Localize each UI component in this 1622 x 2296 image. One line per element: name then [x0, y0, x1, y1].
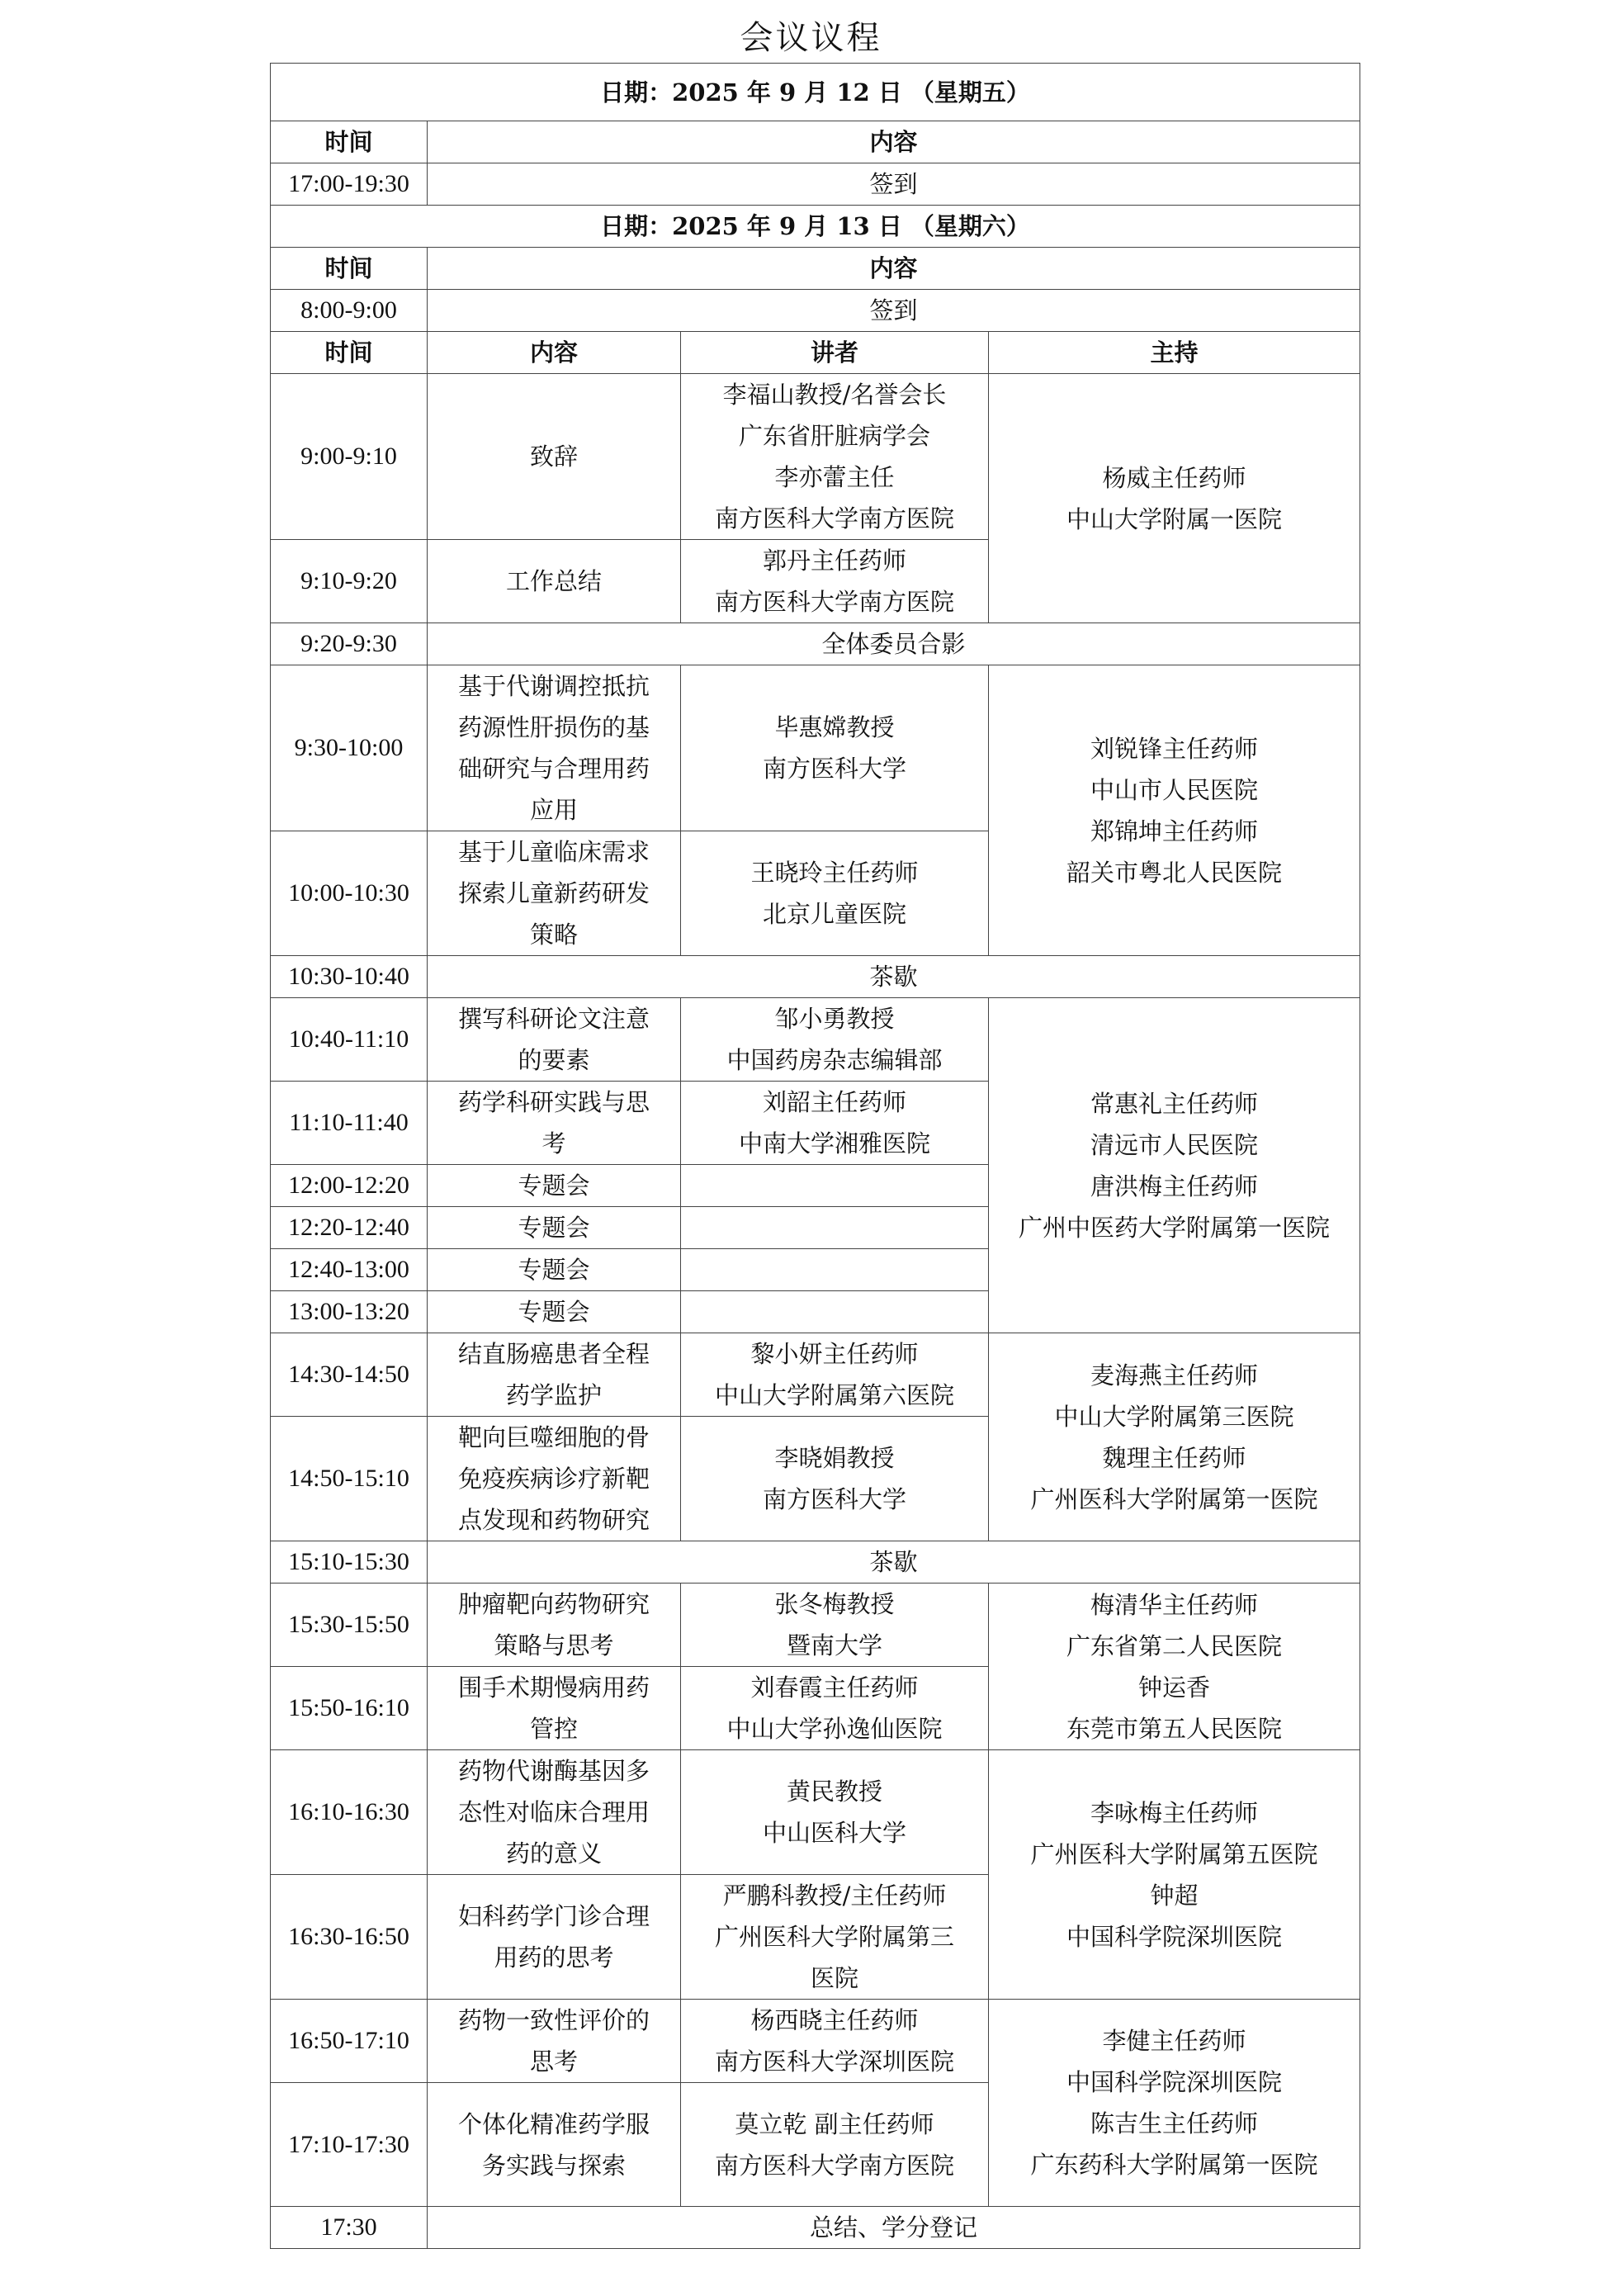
host-cell [989, 1333, 1360, 1541]
speaker-cell [681, 1165, 989, 1207]
host-cell-line: 钟运香 [1138, 1673, 1211, 1702]
break-cell: 总结、学分登记 [428, 2207, 1360, 2249]
topic-cell [428, 998, 681, 1082]
schedule-header-host: 主持 [989, 332, 1360, 374]
topic-cell-line: 管控 [529, 1715, 578, 1743]
speaker-cell-line: 中山医科大学 [762, 1819, 906, 1847]
topic-cell [428, 1165, 681, 1207]
speaker-cell [681, 1584, 989, 1667]
break-cell: 全体委员合影 [428, 623, 1360, 665]
speaker-cell [681, 1207, 989, 1249]
speaker-cell-line: 毕惠嫦教授 [774, 713, 895, 741]
time-cell: 15:30-15:50 [271, 1584, 428, 1667]
topic-cell [428, 1750, 681, 1875]
agenda-table [270, 63, 1360, 2249]
topic-cell-line: 础研究与合理用药 [457, 755, 650, 783]
speaker-cell [681, 2083, 989, 2207]
table-row [271, 290, 1360, 332]
topic-cell [428, 2083, 681, 2207]
content-cell: 签到 [428, 163, 1360, 206]
topic-cell-line: 肿瘤靶向药物研究 [457, 1590, 650, 1618]
topic-cell [428, 374, 681, 540]
host-cell-line: 麦海燕主任药师 [1090, 1361, 1259, 1389]
host-cell-line: 中山大学附属一医院 [1066, 504, 1283, 533]
topic-cell-line: 妇科药学门诊合理 [457, 1902, 650, 1930]
speaker-cell-line: 中国药房杂志编辑部 [726, 1046, 943, 1074]
speaker-cell [681, 540, 989, 623]
speaker-cell-line: 北京儿童医院 [762, 900, 906, 928]
host-cell-line: 中国科学院深圳医院 [1066, 2068, 1283, 2096]
schedule-header-speaker: 讲者 [681, 332, 989, 374]
topic-cell-line: 应用 [529, 796, 578, 824]
speaker-cell-line: 刘春霞主任药师 [750, 1673, 919, 1702]
topic-cell [428, 1875, 681, 2000]
host-cell [989, 998, 1360, 1333]
topic-cell [428, 1667, 681, 1750]
speaker-cell [681, 665, 989, 831]
topic-cell [428, 1249, 681, 1291]
speaker-cell [681, 1082, 989, 1165]
speaker-cell [681, 831, 989, 956]
time-cell: 15:10-15:30 [271, 1541, 428, 1584]
topic-cell-line: 药物代谢酶基因多 [457, 1757, 650, 1785]
topic-cell-line: 致辞 [529, 443, 578, 471]
host-cell-line: 中国科学院深圳医院 [1066, 1922, 1283, 1951]
schedule-header-row [271, 332, 1360, 374]
host-cell-line: 郑锦坤主任药师 [1090, 817, 1259, 845]
session-row [271, 1584, 1360, 1667]
time-cell: 12:40-13:00 [271, 1249, 428, 1291]
topic-cell-line: 思考 [529, 2047, 578, 2076]
speaker-cell-line: 中山大学附属第六医院 [714, 1381, 954, 1409]
speaker-cell [681, 2000, 989, 2083]
topic-cell [428, 665, 681, 831]
host-cell-line: 李健主任药师 [1102, 2027, 1246, 2055]
speaker-cell-line: 黄民教授 [786, 1778, 882, 1806]
topic-cell [428, 1207, 681, 1249]
topic-cell-line: 工作总结 [505, 567, 602, 595]
speaker-cell-line: 王晓玲主任药师 [750, 859, 919, 887]
topic-cell-line: 策略与思考 [494, 1631, 614, 1659]
speaker-cell-line: 南方医科大学深圳医院 [714, 2047, 954, 2076]
host-cell [989, 665, 1360, 956]
host-cell-line: 李咏梅主任药师 [1090, 1798, 1259, 1827]
time-cell: 17:10-17:30 [271, 2083, 428, 2207]
topic-cell-line: 免疫疾病诊疗新靶 [457, 1465, 650, 1493]
topic-cell [428, 1291, 681, 1333]
table-row [271, 163, 1360, 206]
break-cell: 茶歇 [428, 956, 1360, 998]
topic-cell-line: 专题会 [518, 1256, 590, 1284]
host-cell-line: 常惠礼主任药师 [1090, 1089, 1259, 1118]
time-cell: 11:10-11:40 [271, 1082, 428, 1165]
speaker-cell-line: 严鹏科教授/主任药师 [722, 1882, 947, 1910]
speaker-cell [681, 1291, 989, 1333]
time-cell: 9:20-9:30 [271, 623, 428, 665]
break-row [271, 2207, 1360, 2249]
topic-cell [428, 1417, 681, 1541]
topic-cell [428, 1082, 681, 1165]
day-header-row [271, 64, 1360, 121]
time-cell: 16:50-17:10 [271, 2000, 428, 2083]
speaker-cell-line: 邹小勇教授 [774, 1005, 895, 1033]
time-cell: 16:10-16:30 [271, 1750, 428, 1875]
speaker-cell-line: 中南大学湘雅医院 [738, 1129, 930, 1157]
host-cell-line: 刘锐锋主任药师 [1090, 734, 1259, 763]
break-cell: 茶歇 [428, 1541, 1360, 1584]
time-cell: 10:30-10:40 [271, 956, 428, 998]
host-cell-line: 魏理主任药师 [1102, 1443, 1246, 1472]
topic-cell-line: 策略 [529, 921, 578, 949]
speaker-cell-line: 张冬梅教授 [774, 1590, 895, 1618]
topic-cell-line: 专题会 [518, 1298, 590, 1326]
time-cell: 10:00-10:30 [271, 831, 428, 956]
speaker-cell-line: 杨西晓主任药师 [750, 2006, 919, 2034]
time-cell: 14:30-14:50 [271, 1333, 428, 1417]
speaker-cell-line: 南方医科大学南方医院 [714, 2151, 954, 2180]
host-cell-line: 唐洪梅主任药师 [1090, 1172, 1259, 1200]
host-cell-line: 广东药科大学附属第一医院 [1030, 2151, 1318, 2179]
speaker-cell-line: 南方医科大学 [762, 755, 906, 783]
page-title: 会议议程 [740, 19, 882, 57]
host-cell-line: 韶关市粤北人民医院 [1066, 858, 1283, 887]
time-cell: 15:50-16:10 [271, 1667, 428, 1750]
break-row [271, 1541, 1360, 1584]
time-cell: 13:00-13:20 [271, 1291, 428, 1333]
speaker-cell [681, 374, 989, 540]
column-header-row [271, 248, 1360, 290]
time-cell: 8:00-9:00 [271, 290, 428, 332]
content-cell: 签到 [428, 290, 1360, 332]
time-cell: 12:20-12:40 [271, 1207, 428, 1249]
speaker-cell [681, 998, 989, 1082]
host-cell-line: 广东省第二人民医院 [1066, 1631, 1283, 1660]
speaker-cell [681, 1417, 989, 1541]
day-header: 日期：2025 年 9 月 13 日 （星期六） [271, 206, 1360, 248]
column-header-time: 时间 [271, 248, 428, 290]
speaker-cell-line: 李晓娟教授 [774, 1444, 895, 1472]
time-cell: 17:30 [271, 2207, 428, 2249]
speaker-cell-line: 中山大学孙逸仙医院 [726, 1715, 943, 1743]
time-cell: 16:30-16:50 [271, 1875, 428, 2000]
speaker-cell-line: 莫立乾 副主任药师 [735, 2109, 934, 2138]
session-row [271, 998, 1360, 1082]
topic-cell-line: 态性对临床合理用 [457, 1798, 650, 1826]
topic-cell [428, 1333, 681, 1417]
day-header: 日期：2025 年 9 月 12 日 （星期五） [271, 64, 1360, 121]
topic-cell-line: 药源性肝损伤的基 [457, 713, 650, 741]
host-cell-line: 广州中医药大学附属第一医院 [1019, 1213, 1331, 1242]
host-cell-line: 梅清华主任药师 [1090, 1590, 1259, 1619]
session-row [271, 374, 1360, 540]
topic-cell-line: 药学科研实践与思 [457, 1088, 650, 1116]
topic-cell [428, 831, 681, 956]
topic-cell-line: 的要素 [518, 1046, 590, 1074]
speaker-cell-line: 南方医科大学 [762, 1485, 906, 1513]
topic-cell-line: 药学监护 [505, 1381, 602, 1409]
time-cell: 9:00-9:10 [271, 374, 428, 540]
break-row [271, 623, 1360, 665]
time-cell: 9:10-9:20 [271, 540, 428, 623]
session-row [271, 1750, 1360, 1875]
speaker-cell-line: 南方医科大学南方医院 [714, 588, 954, 616]
host-cell-line: 东莞市第五人民医院 [1066, 1714, 1283, 1743]
schedule-header-time: 时间 [271, 332, 428, 374]
topic-cell-line: 点发现和药物研究 [457, 1506, 650, 1534]
speaker-cell-line: 广东省肝脏病学会 [738, 422, 930, 450]
speaker-cell [681, 1249, 989, 1291]
topic-cell-line: 务实践与探索 [481, 2151, 626, 2180]
time-cell: 12:00-12:20 [271, 1165, 428, 1207]
topic-cell-line: 药物一致性评价的 [457, 2006, 650, 2034]
time-cell: 17:00-19:30 [271, 163, 428, 206]
host-cell-line: 陈吉生主任药师 [1090, 2109, 1259, 2137]
host-cell-line: 杨威主任药师 [1102, 463, 1246, 492]
host-cell [989, 1584, 1360, 1750]
session-row [271, 665, 1360, 831]
topic-cell-line: 药的意义 [505, 1839, 602, 1868]
speaker-cell-line: 黎小妍主任药师 [750, 1340, 919, 1368]
topic-cell-line: 专题会 [518, 1214, 590, 1242]
speaker-cell-line: 刘韶主任药师 [762, 1088, 906, 1116]
host-cell [989, 1750, 1360, 2000]
speaker-cell [681, 1333, 989, 1417]
break-row [271, 956, 1360, 998]
speaker-cell-line: 李福山教授/名誉会长 [722, 381, 947, 409]
speaker-cell-line: 广州医科大学附属第三 [714, 1923, 954, 1951]
column-header-content: 内容 [428, 248, 1360, 290]
time-cell: 9:30-10:00 [271, 665, 428, 831]
host-cell [989, 374, 1360, 623]
host-cell-line: 中山市人民医院 [1090, 775, 1259, 804]
topic-cell-line: 考 [541, 1129, 566, 1157]
topic-cell-line: 围手术期慢病用药 [457, 1673, 650, 1702]
column-header-content: 内容 [428, 121, 1360, 163]
column-header-row [271, 121, 1360, 163]
topic-cell [428, 540, 681, 623]
host-cell-line: 中山大学附属第三医院 [1054, 1402, 1294, 1431]
topic-cell-line: 结直肠癌患者全程 [457, 1340, 650, 1368]
topic-cell-line: 撰写科研论文注意 [457, 1005, 650, 1033]
host-cell-line: 广州医科大学附属第五医院 [1030, 1839, 1318, 1868]
topic-cell-line: 基于儿童临床需求 [457, 838, 650, 866]
speaker-cell-line: 李亦蕾主任 [774, 463, 895, 491]
topic-cell-line: 基于代谢调控抵抗 [457, 672, 650, 700]
topic-cell [428, 2000, 681, 2083]
speaker-cell [681, 1750, 989, 1875]
topic-cell [428, 1584, 681, 1667]
topic-cell-line: 探索儿童新药研发 [457, 879, 650, 907]
speaker-cell-line: 南方医科大学南方医院 [714, 504, 954, 533]
host-cell-line: 清远市人民医院 [1090, 1130, 1259, 1159]
column-header-time: 时间 [271, 121, 428, 163]
session-row [271, 1333, 1360, 1417]
host-cell [989, 2000, 1360, 2207]
time-cell: 14:50-15:10 [271, 1417, 428, 1541]
host-cell-line: 广州医科大学附属第一医院 [1030, 1484, 1318, 1513]
speaker-cell [681, 1875, 989, 2000]
host-cell-line: 钟超 [1150, 1881, 1199, 1910]
day-header-row [271, 206, 1360, 248]
speaker-cell-line: 郭丹主任药师 [762, 547, 906, 575]
topic-cell-line: 个体化精准药学服 [457, 2109, 650, 2138]
time-cell: 10:40-11:10 [271, 998, 428, 1082]
schedule-header-content: 内容 [428, 332, 681, 374]
topic-cell-line: 用药的思考 [494, 1943, 614, 1972]
speaker-cell-line: 暨南大学 [786, 1631, 882, 1659]
topic-cell-line: 靶向巨噬细胞的骨 [457, 1423, 650, 1451]
session-row [271, 2000, 1360, 2083]
speaker-cell-line: 医院 [810, 1964, 858, 1992]
speaker-cell [681, 1667, 989, 1750]
topic-cell-line: 专题会 [518, 1172, 590, 1200]
